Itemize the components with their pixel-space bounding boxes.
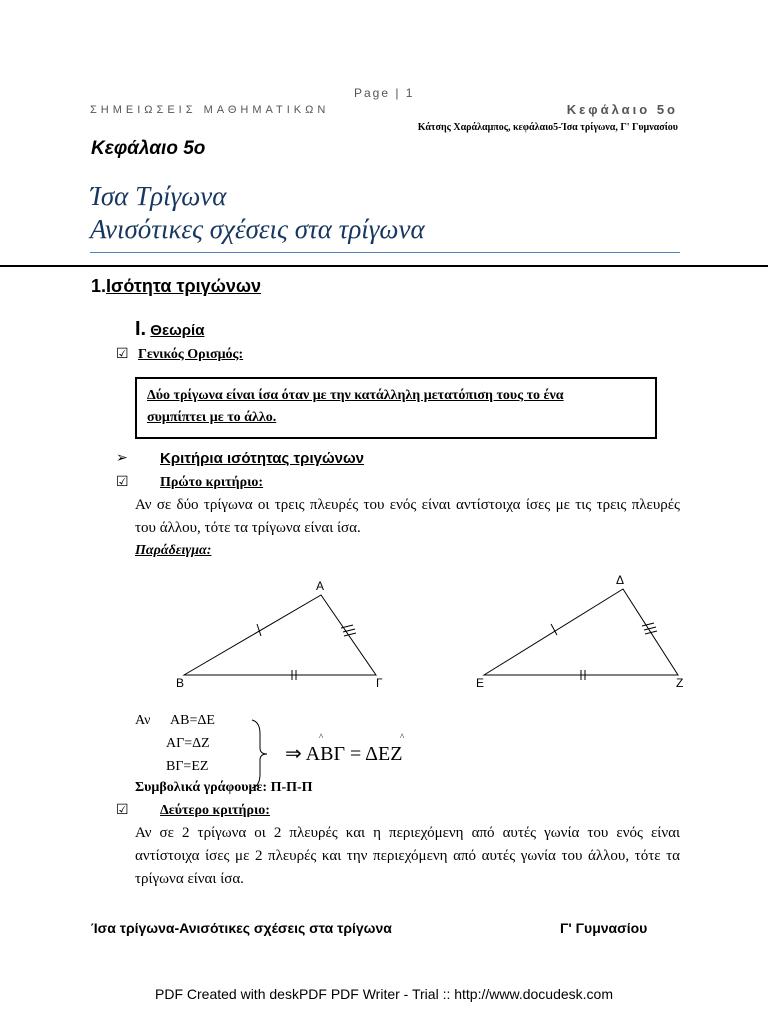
equality-line: ΒΓ=ΕΖ — [166, 759, 209, 774]
section-heading — [91, 276, 261, 297]
vertex-d: Δ — [616, 573, 625, 587]
section-divider — [0, 265, 768, 267]
footer-right: Γ' Γυμνασίου — [560, 920, 648, 936]
section-title: Ισότητα τριγώνων — [106, 276, 262, 296]
checkbox-icon: ☑ — [116, 475, 129, 490]
first-criterion-label: Πρώτο κριτήριο: — [160, 475, 264, 490]
vertex-g: Γ — [376, 676, 383, 690]
chapter-label: Κεφάλαιο 5ο — [91, 138, 206, 159]
vertex-b: Β — [176, 676, 185, 690]
theory-title: Θεωρία — [150, 322, 205, 339]
first-criterion-text: Αν σε δύο τρίγωνα οι τρεις πλευρές του ενός είναι αντίστοιχα ίσες με τις τρεις πλευρές του άλλου, τότε τα τρίγωνα είναι ίσα. — [135, 497, 680, 536]
tick-mark — [644, 627, 656, 630]
conclusion-formula: ⇒ ΑΒΓ = ΔΕΖ — [285, 743, 403, 765]
equality-prefix: Αν — [135, 713, 151, 728]
second-criterion-label: Δεύτερο κριτήριο: — [160, 803, 270, 818]
arrow-bullet-icon: ➢ — [116, 451, 128, 466]
title-underline — [90, 252, 680, 253]
definition-line-2: συμπίπτει με το άλλο. — [147, 410, 277, 425]
page-number: Page | 1 — [354, 86, 415, 100]
header-right-title: Κεφάλαιο 5ο — [566, 102, 678, 117]
vertex-e: Ε — [476, 676, 485, 690]
tick-mark — [344, 633, 356, 636]
roman-numeral: Ι. — [135, 318, 147, 340]
equality-line: ΑΓ=ΔΖ — [166, 736, 210, 751]
page-subtitle: Ανισότικες σχέσεις στα τρίγωνα — [90, 214, 425, 244]
triangle-dez — [476, 573, 683, 690]
general-definition-label: Γενικός Ορισμός: — [138, 347, 244, 362]
triangle-dez-shape — [484, 589, 678, 675]
triangle-abg — [176, 579, 383, 690]
footer-left: Ίσα τρίγωνα-Ανισότικες σχέσεις στα τρίγωνα — [91, 920, 392, 936]
checkbox-icon: ☑ — [116, 803, 129, 818]
symbolic-notation: Συμβολικά γράφουμε: Π-Π-Π — [135, 780, 313, 795]
header-left-title: ΣΗΜΕΙΩΣΕΙΣ ΜΑΘΗΜΑΤΙΚΩΝ — [90, 104, 330, 116]
tick-mark — [642, 623, 654, 626]
angle-hat-icon: ^ — [400, 732, 405, 742]
vertex-z: Ζ — [676, 676, 684, 690]
angle-hat-icon: ^ — [319, 732, 324, 742]
definition-box — [135, 377, 657, 439]
author-line: Κάτσης Χαράλαμπος, κεφάλαιο5-Ίσα τρίγωνα, Γ' Γυμνασίου — [417, 122, 678, 133]
criteria-heading: Κριτήρια ισότητας τριγώνων — [160, 450, 364, 467]
pdf-notice: PDF Created with deskPDF PDF Writer - Trial :: http://www.docudesk.com — [155, 986, 613, 1002]
section-number: 1. — [91, 276, 107, 296]
second-criterion-text: Αν σε 2 τρίγωνα οι 2 πλευρές και η περιεχόμενη από αυτές γωνία του ενός είναι αντίστοιχα ίσες με 2 πλευρές και την περιεχόμενη από αυτές γωνία του άλλου, τότε τα τρίγωνα είναι ίσα. — [135, 825, 680, 887]
example-label: Παράδειγμα: — [135, 543, 212, 558]
definition-line-1: Δύο τρίγωνα είναι ίσα όταν με την κατάλληλη μετατόπιση τους το ένα — [147, 388, 564, 403]
equality-line: ΑΒ=ΔΕ — [170, 713, 215, 728]
vertex-a: Α — [316, 579, 325, 593]
triangles-figure — [170, 572, 690, 692]
theory-heading — [135, 318, 204, 341]
checkbox-icon: ☑ — [116, 347, 129, 362]
page-title: Ίσα Τρίγωνα — [90, 181, 227, 211]
